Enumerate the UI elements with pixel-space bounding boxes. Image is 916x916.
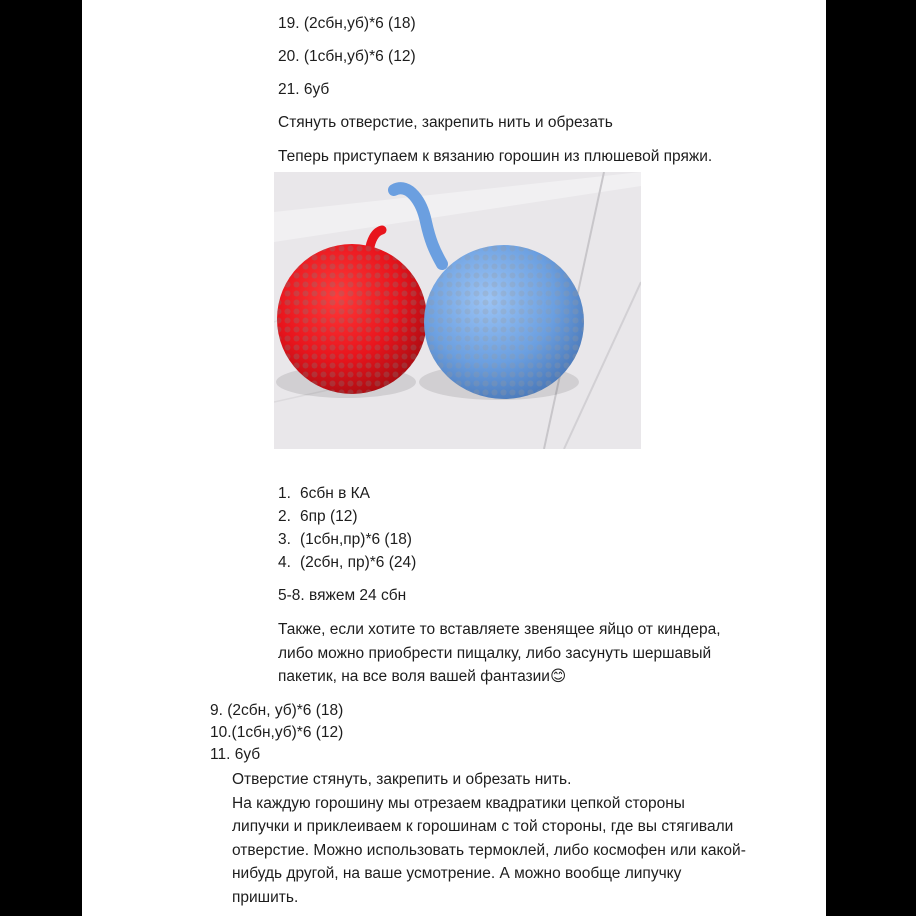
peas-intro: Теперь приступаем к вязанию горошин из плюшевой пряжи. xyxy=(278,148,713,165)
final-line: На каждую горошину мы отрезаем квадратики цепкой стороны xyxy=(232,794,685,812)
step-3: 3. (1сбн,пр)*6 (18) xyxy=(278,531,412,548)
step-20: 20. (1сбн,уб)*6 (12) xyxy=(278,48,416,65)
document-page xyxy=(82,0,826,916)
final-line: Отверстие стянуть, закрепить и обрезать нить. xyxy=(232,771,572,788)
final-paragraph xyxy=(232,768,746,909)
step-1: 1. 6сбн в КА xyxy=(278,485,371,502)
step-10: 10.(1сбн,уб)*6 (12) xyxy=(210,724,344,741)
crochet-balls-photo xyxy=(274,172,641,449)
final-line: отверстие. Можно использовать термоклей, либо космофен или какой- xyxy=(232,841,746,859)
step-21: 21. 6уб xyxy=(278,81,330,98)
final-line: пришить. xyxy=(232,888,299,906)
step-11: 11. 6уб xyxy=(210,746,261,763)
final-line: липучки и приклеиваем к горошинам с той стороны, где вы стягивали xyxy=(232,818,734,835)
step-9: 9. (2сбн, уб)*6 (18) xyxy=(210,702,344,719)
smiley-icon: 😊 xyxy=(549,668,567,685)
close-note: Стянуть отверстие, закрепить нить и обрезать xyxy=(278,114,613,131)
tip-line: либо можно приобрести пищалку, либо засунуть шершавый xyxy=(278,644,712,662)
step-4: 4. (2сбн, пр)*6 (24) xyxy=(278,554,417,571)
step-2: 2. 6пр (12) xyxy=(278,508,358,525)
step-5-8: 5-8. вяжем 24 сбн xyxy=(278,587,407,604)
tip-line-last: пакетик, на все воля вашей фантазии😊 xyxy=(278,668,567,685)
final-line: нибудь другой, на ваше усмотрение. А можно вообще липучку xyxy=(232,865,682,882)
photo-illustration xyxy=(274,172,641,449)
tip-line: Также, если хотите то вставляете звенящее яйцо от киндера, xyxy=(278,621,721,638)
step-19: 19. (2сбн,уб)*6 (18) xyxy=(278,15,416,32)
tip-paragraph xyxy=(278,618,721,689)
